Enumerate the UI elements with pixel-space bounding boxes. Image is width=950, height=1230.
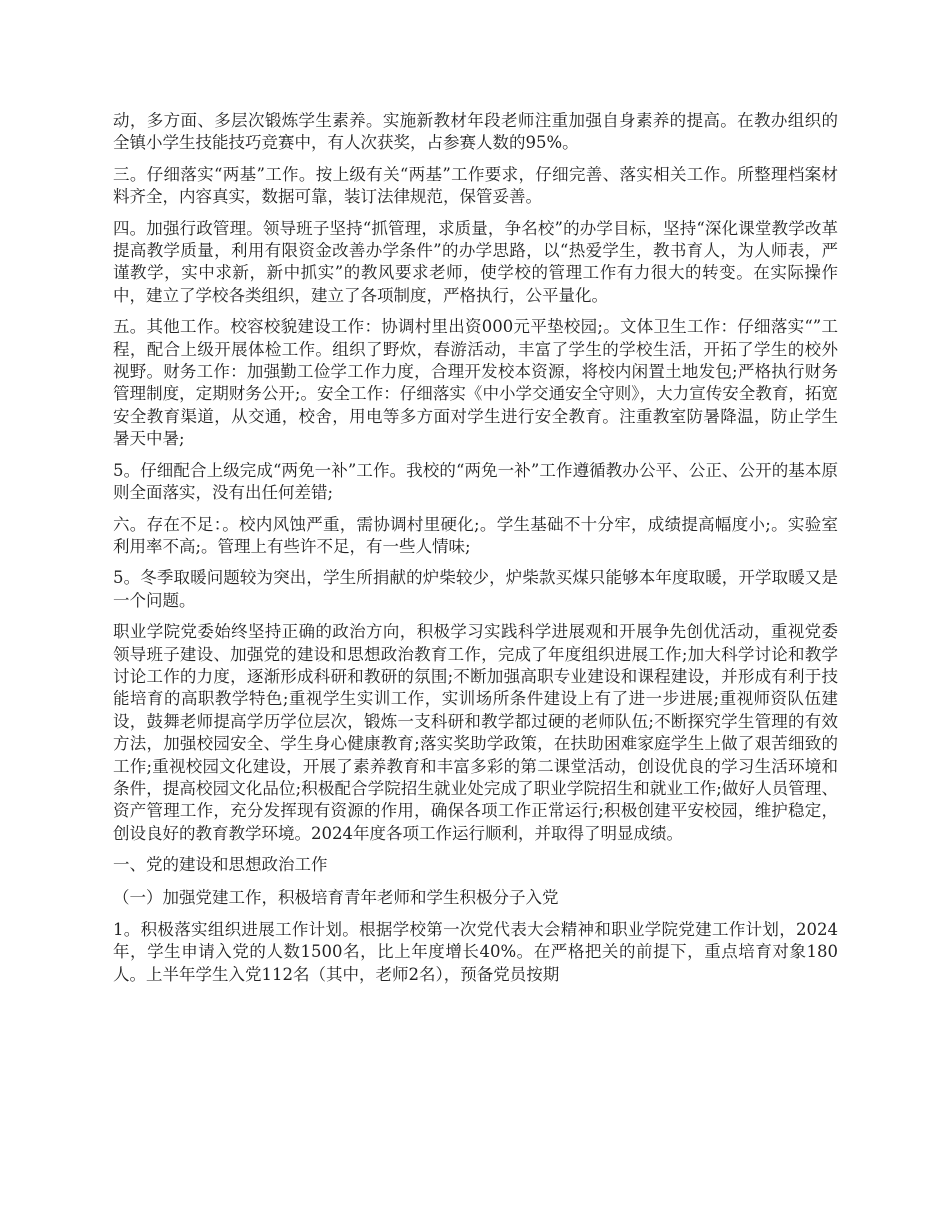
paragraph-skills-competition: 动，多方面、多层次锻炼学生素养。实施新教材年段老师注重加强自身素养的提高。在教办组织的全镇小学生技能技巧竞赛中，有人次获奖，占参赛人数的95%。	[113, 111, 838, 153]
paragraph-winter-heating: 5。冬季取暖问题较为突出，学生所捐献的炉柴较少，炉柴款买煤只能够本年度取暖，开学取暖又是一个问题。	[113, 568, 838, 610]
section-heading-party-building: 一、党的建设和思想政治工作	[113, 855, 328, 875]
paragraph-other-work: 五。其他工作。校容校貌建设工作：协调村里出资000元平垫校园;。文体卫生工作：仔细落实“”工程，配合上级开展体检工作。组织了野炊，春游活动，丰富了学生的学校生活，开拓了学生的校外视野。财务工作：加强勤工俭学工作力度，合理开发校本资源，将校内闲置土地发包;严格执行财务管理制度，定期财务公开;。安全工作：仔细落实《中小学交通安全守则》，大力宣传安全教育，拓宽安全教育渠道，从交通，校舍，用电等多方面对学生进行安全教育。注重教室防暑降温，防止学生暑天中暑;	[113, 317, 838, 449]
paragraph-two-basics: 三。仔细落实“两基”工作。按上级有关“两基”工作要求，仔细完善、落实相关工作。所整理档案材料齐全，内容真实，数据可靠，装订法律规范，保管妥善。	[113, 164, 838, 207]
paragraph-two-exemptions: 5。仔细配合上级完成“两免一补”工作。我校的“两免一补”工作遵循教办公平、公正、公开的基本原则全面落实，没有出任何差错;	[113, 460, 838, 503]
paragraph-administration: 四。加强行政管理。领导班子坚持“抓管理，求质量，争名校”的办学目标，坚持“深化课堂教学改革提高教学质量，利用有限资金改善办学条件”的办学思路，以“热爱学生，教书育人，为人师表，严谨教学，实中求新，新中抓实”的教风要求老师，使学校的管理工作有力很大的转变。在实际操作中，建立了学校各类组织，建立了各项制度，严格执行，公平量化。	[113, 218, 838, 305]
paragraph-college-party-committee: 职业学院党委始终坚持正确的政治方向，积极学习实践科学进展观和开展争先创优活动，重视党委领导班子建设、加强党的建设和思想政治教育工作，完成了年度组织进展工作;加大科学讨论和教学讨论工作的力度，逐渐形成科研和教研的氛围;不断加强高职专业建设和课程建设，并形成有利于技能培育的高职教学特色;重视学生实训工作，实训场所条件建设上有了进一步进展;重视师资队伍建设，鼓舞老师提高学历学位层次，锻炼一支科研和教学都过硬的老师队伍;不断探究学生管理的有效方法，加强校园安全、学生身心健康教育;落实奖助学政策，在扶助困难家庭学生上做了艰苦细致的工作;重视校园文化建设，开展了素养教育和丰富多彩的第二课堂活动，创设优良的学习生活环境和条件，提高校园文化品位;积极配合学院招生就业处完成了职业学院招生和就业工作;做好人员管理、资产管理工作，充分发挥现有资源的作用，确保各项工作正常运行;积极创建平安校园，维护稳定，创设良好的教育教学环境。2024年度各项工作运行顺利，并取得了明显成绩。	[113, 622, 838, 843]
subsection-heading-party-members: （一）加强党建工作，积极培育青年老师和学生积极分子入党	[113, 887, 559, 907]
paragraph-development-plan: 1。积极落实组织进展工作计划。根据学校第一次党代表大会精神和职业学院党建工作计划，2024年，学生申请入党的人数1500名，比上年度增长40%。在严格把关的前提下，重点培育对象180人。上半年学生入党112名（其中，老师2名），预备党员按期	[113, 920, 838, 984]
paragraph-shortcomings: 六。存在不足：。校内风蚀严重，需协调村里硬化;。学生基础不十分牢，成绩提高幅度小;。实验室利用率不高;。管理上有些许不足，有一些人情味;	[113, 514, 838, 556]
